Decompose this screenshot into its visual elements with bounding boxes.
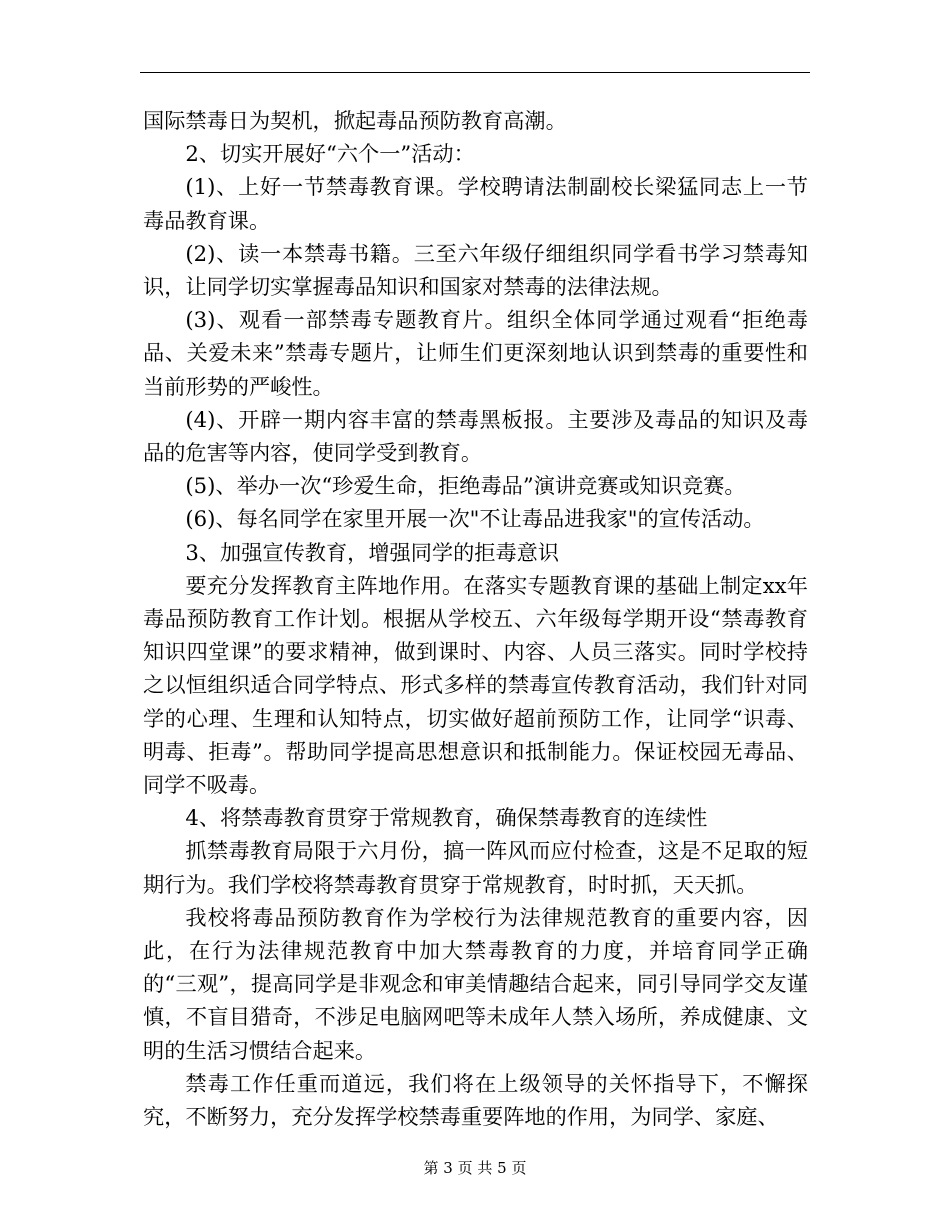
paragraph: (5)、举办一次“珍爱生命，拒绝毒品”演讲竞赛或知识竞赛。 bbox=[185, 473, 746, 499]
paragraph: 禁毒工作任重而道远，我们将在上级领导的关怀指导下，不懈探究，不断努力，充分发挥学校禁毒重要阵地的作用，为同学、家庭、 bbox=[143, 1070, 808, 1130]
paragraph: 要充分发挥教育主阵地作用。在落实专题教育课的基础上制定xx年毒品预防教育工作计划。根据从学校五、六年级每学期开设“禁毒教育知识四堂课”的要求精神，做到课时、内容、人员三落实。同时学校持之以恒组织适合同学特点、形式多样的禁毒宣传教育活动，我们针对同学的心理、生理和认知特点，切实做好超前预防工作，让同学“识毒、明毒、拒毒”。帮助同学提高思想意识和抵制能力。保证校园无毒品、同学不吸毒。 bbox=[143, 572, 808, 798]
paragraph: (6)、每名同学在家里开展一次"不让毒品进我家"的宣传活动。 bbox=[185, 506, 765, 532]
paragraph: (3)、观看一部禁毒专题教育片。组织全体同学通过观看“拒绝毒品、关爱未来”禁毒专题片，让师生们更深刻地认识到禁毒的重要性和当前形势的严峻性。 bbox=[143, 307, 808, 399]
paragraph: 国际禁毒日为契机，掀起毒品预防教育高潮。 bbox=[143, 108, 567, 133]
header-rule bbox=[140, 72, 810, 73]
paragraph: (1)、上好一节禁毒教育课。学校聘请法制副校长梁猛同志上一节毒品教育课。 bbox=[143, 174, 808, 233]
section-heading: 3、加强宣传教育，增强同学的拒毒意识 bbox=[185, 539, 560, 565]
section-heading: 4、将禁毒教育贯穿于常规教育，确保禁毒教育的连续性 bbox=[185, 805, 708, 831]
document-body bbox=[143, 104, 808, 1133]
paragraph: (4)、开辟一期内容丰富的禁毒黑板报。主要涉及毒品的知识及毒品的危害等内容，使同学受到教育。 bbox=[143, 406, 808, 466]
page-number-footer: 第 3 页 共 5 页 bbox=[423, 1159, 527, 1177]
paragraph: (2)、读一本禁毒书籍。三至六年级仔细组织同学看书学习禁毒知识，让同学切实掌握毒品知识和国家对禁毒的法律法规。 bbox=[143, 240, 808, 300]
paragraph: 我校将毒品预防教育作为学校行为法律规范教育的重要内容，因此，在行为法律规范教育中加大禁毒教育的力度，并培育同学正确的“三观”，提高同学是非观念和审美情趣结合起来，同引导同学交友谨慎，不盲目猎奇，不涉足电脑网吧等未成年人禁入场所，养成健康、文明的生活习惯结合起来。 bbox=[143, 904, 808, 1063]
paragraph: 抓禁毒教育局限于六月份，搞一阵风而应付检查，这是不足取的短期行为。我们学校将禁毒教育贯穿于常规教育，时时抓，天天抓。 bbox=[143, 838, 808, 897]
paragraph: 2、切实开展好“六个一”活动： bbox=[185, 141, 475, 167]
